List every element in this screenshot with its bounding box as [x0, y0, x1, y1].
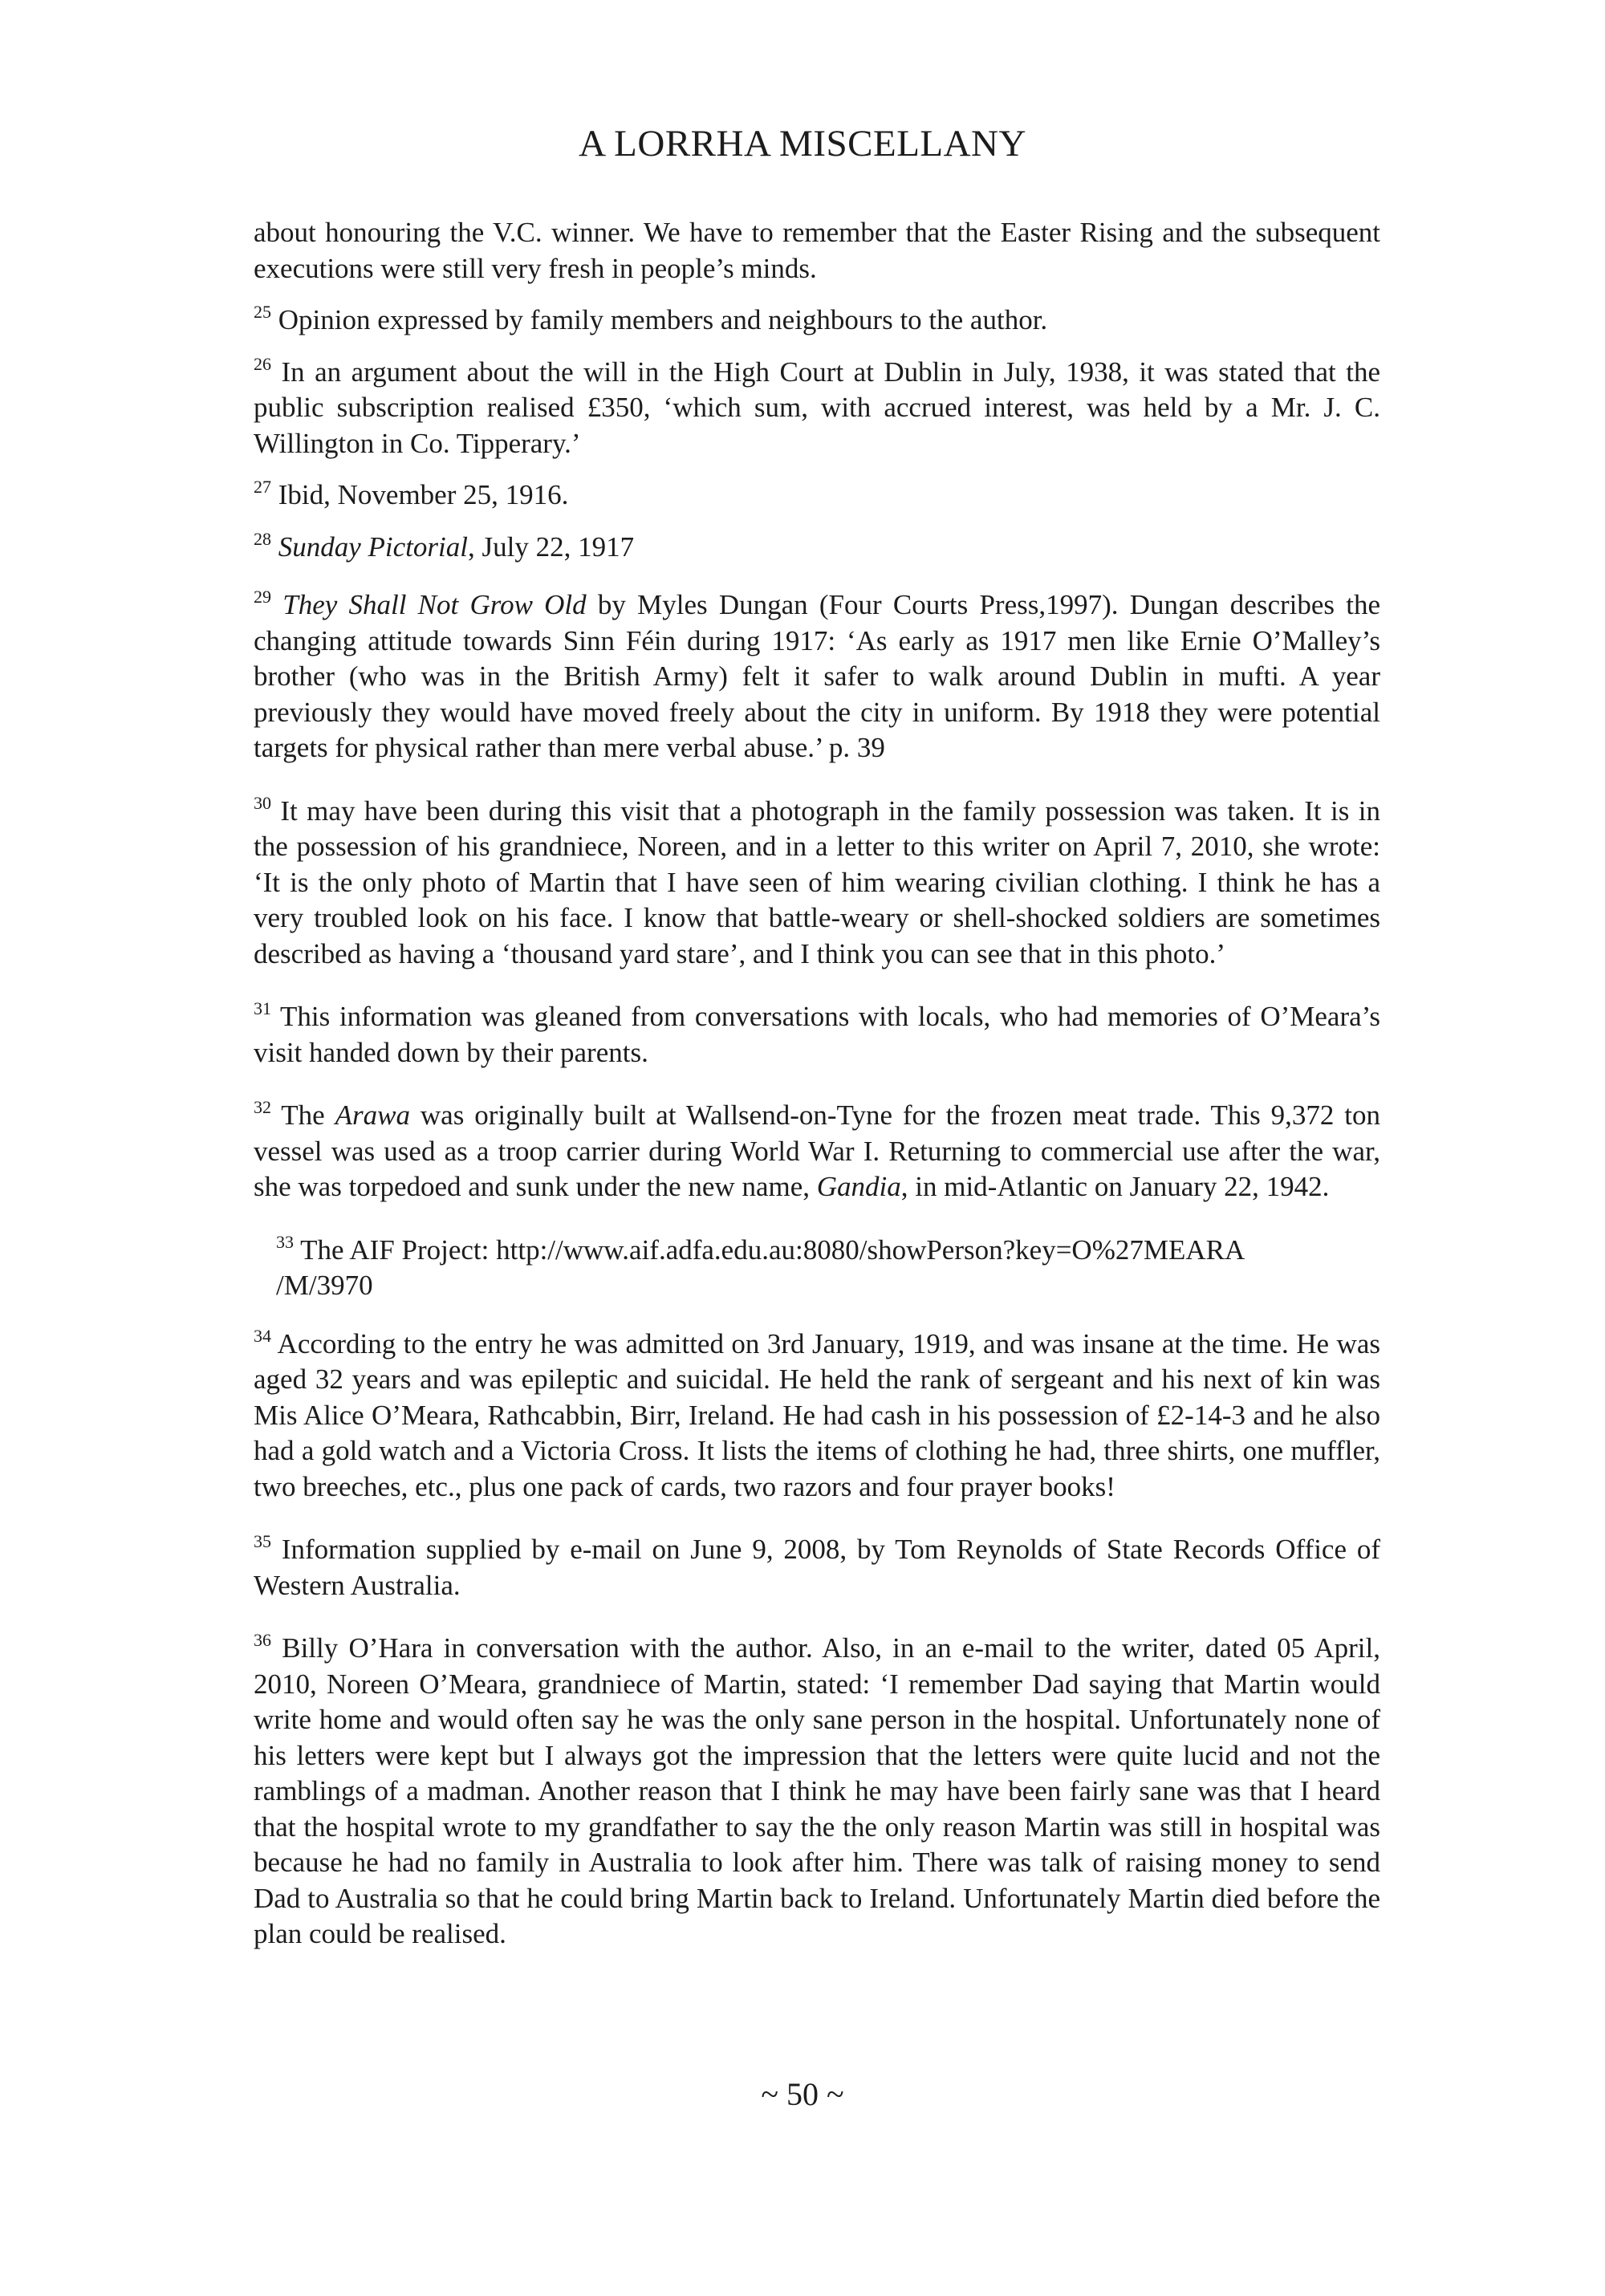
footnote-29 [254, 587, 1380, 766]
footnote-text: , in mid-Atlantic on January 22, 1942. [900, 1171, 1330, 1202]
footnote-number: 29 [254, 587, 271, 607]
footnote-number: 31 [254, 998, 271, 1018]
footnote-text: Billy O’Hara in conversation with the author. Also, in an e-mail to the writer, dated 05 April, 2010, Noreen O’Meara, grandniece of Martin, stated: ‘I remember Dad saying that Martin would write home and would often say he was the only sane person in the hospital. Unfortunately none of his letters were kept but I always got the impression that the letters were quite lucid and not the ramblings of a madman. Another reason that I think he may have been fairly sane was that I heard that the hospital wrote to my grandfather to say the the only reason Martin was still in hospital was because he had no family in Australia to look after him. There was talk of raising money to send Dad to Australia so that he could bring Martin back to Ireland. Unfortunately Martin died before the plan could be realised. [254, 1632, 1380, 1949]
footnote-number: 25 [254, 302, 271, 322]
ship-new-name: Gandia [816, 1171, 901, 1202]
footnote-number: 26 [254, 353, 271, 374]
footnote-number: 32 [254, 1097, 271, 1117]
footnote-url-continued: /M/3970 [276, 1270, 373, 1301]
notes-body [254, 215, 1380, 1953]
footnote-text: by Myles Dungan (Four Courts Press,1997). Dungan describes the changing attitude towards Sinn Féin during 1917: ‘As early as 1917 men like Ernie O’Malley’s brother (who was in the British Army) felt it safer to walk around Dublin in mufti. A year previously they would have moved freely about the city in uniform. By 1918 they were potential targets for physical rather than mere verbal abuse.’ p. 39 [254, 589, 1381, 763]
footnote-number: 28 [254, 528, 271, 549]
page-number: ~ 50 ~ [761, 2076, 844, 2112]
footnote-25 [254, 303, 1380, 339]
ship-name: Arawa [335, 1099, 410, 1131]
footnote-26 [254, 355, 1380, 462]
footnote-text: , July 22, 1917 [467, 530, 635, 563]
footnote-30 [254, 794, 1380, 973]
footnote-27 [254, 477, 1380, 514]
footnote-text: Ibid, November 25, 1916. [278, 479, 569, 510]
footnote-33 [254, 1233, 1380, 1304]
footnote-text: The [281, 1099, 335, 1131]
intro-paragraph: about honouring the V.C. winner. We have to remember that the Easter Rising and the subsequent executions were still very fresh in people’s minds. [254, 217, 1380, 284]
footnote-text: It may have been during this visit that a photograph in the family possession was taken. It is in the possession of his grandniece, Noreen, and in a letter to this writer on April 7, 2010, she wrote: ‘It is the only photo of Martin that I have seen of him wearing civilian clothing. I think he has a very troubled look on his face. I know that battle-weary or shell-shocked soldiers are sometimes described as having a ‘thousand yard stare’, and I think you can see that in this photo.’ [254, 794, 1381, 969]
footnote-text: In an argument about the will in the High Court at Dublin in July, 1938, it was stated that the public subscription realised £350, ‘which sum, with accrued interest, was held by a Mr. J. C. Willington in Co. Tipperary.’ [254, 356, 1380, 459]
footnote-text: This information was gleaned from conversations with locals, who had memories of O’Meara’s visit handed down by their parents. [254, 1001, 1380, 1068]
footnote-text: Opinion expressed by family members and neighbours to the author. [278, 304, 1048, 335]
publication-title: Sunday Pictorial [278, 530, 468, 563]
book-title: They Shall Not Grow Old [282, 589, 587, 620]
footnote-number: 27 [254, 477, 271, 497]
footnote-number: 30 [254, 792, 271, 813]
footnote-number: 34 [254, 1325, 271, 1346]
footnote-text: According to the entry he was admitted on 3rd January, 1919, and was insane at the time. He was aged 32 years and was epileptic and suicidal. He held the rank of sergeant and his next of kin was Mis Alice O’Meara, Rathcabbin, Birr, Ireland. He had cash in his possession of £2-14-3 and he also had a gold watch and a Victoria Cross. It lists the items of clothing he had, three shirts, one muffler, two breeches, etc., plus one pack of cards, two razors and four prayer books! [254, 1327, 1380, 1502]
footnote-32 [254, 1098, 1380, 1205]
footnote-number: 33 [276, 1231, 294, 1252]
footnote-34 [254, 1327, 1380, 1506]
footnote-31 [254, 999, 1380, 1071]
footnote-number: 36 [254, 1630, 271, 1650]
footnote-36 [254, 1631, 1380, 1953]
footnote-number: 35 [254, 1531, 271, 1551]
footnote-35 [254, 1532, 1380, 1603]
footnote-text: was originally built at Wallsend-on-Tyne for the frozen meat trade. This 9,372 ton vessel was used as a troop carrier during World War I. Returning to commercial use after the war, she was torpedoed and sunk under the new name, [254, 1099, 1380, 1202]
footnote-text: Information supplied by e-mail on June 9, 2008, by Tom Reynolds of State Records Office of Western Australia. [254, 1534, 1381, 1601]
running-head: A LORRHA MISCELLANY [579, 123, 1026, 165]
footnote-28 [254, 530, 1380, 566]
footnote-url: The AIF Project: http://www.aif.adfa.edu.au:8080/showPerson?key=O%27MEARA [300, 1233, 1245, 1266]
